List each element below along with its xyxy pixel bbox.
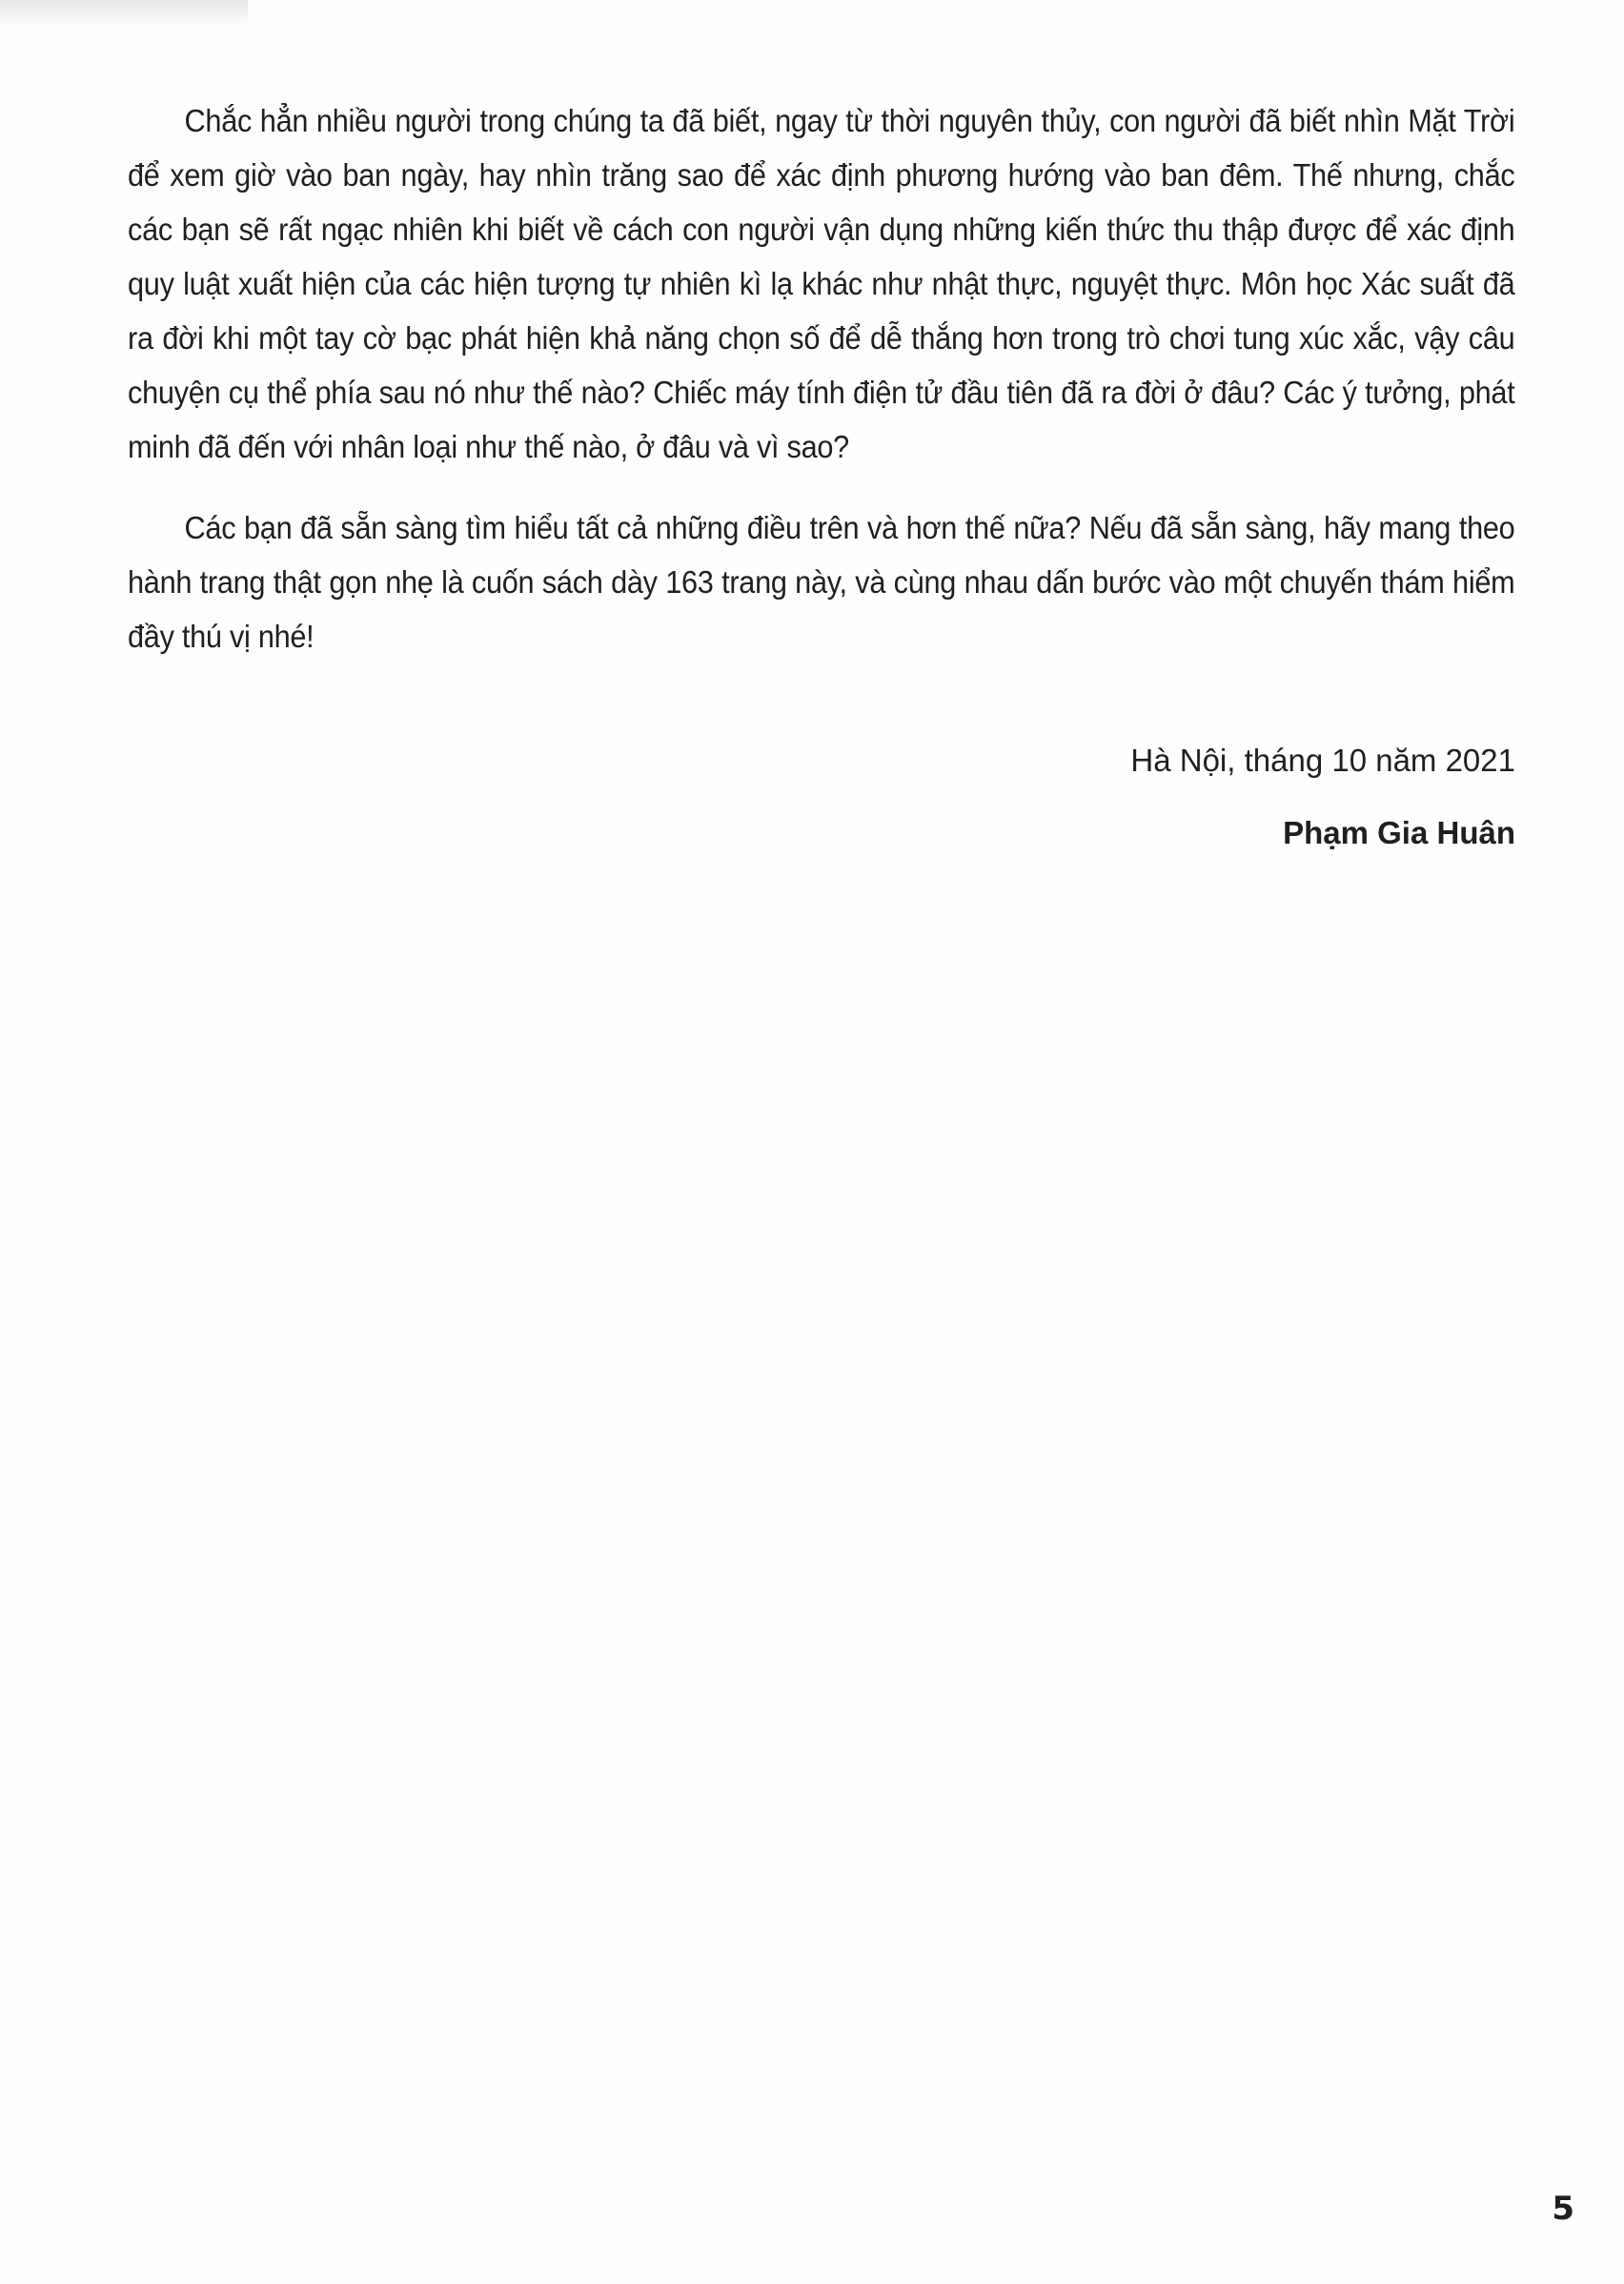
page-number: 5 (1552, 2190, 1574, 2228)
body-text (128, 93, 1515, 690)
scan-shadow (0, 0, 248, 27)
author-name: Phạm Gia Huân (1283, 815, 1515, 850)
paragraph-invitation: Các bạn đã sẵn sàng tìm hiểu tất cả những điều trên và hơn thế nữa? Nếu đã sẵn sàng, hãy mang theo hành trang thật gọn nhẹ là cuốn sách dày 163 trang này, và cùng nhau dấn bước vào một chuyến thám hiểm đầy thú vị nhé! (128, 510, 1515, 654)
paragraph-intro: Chắc hẳn nhiều người trong chúng ta đã biết, ngay từ thời nguyên thủy, con người đã biết nhìn Mặt Trời để xem giờ vào ban ngày, hay nhìn trăng sao để xác định phương hướng vào ban đêm. Thế nhưng, chắc các bạn sẽ rất ngạc nhiên khi biết về cách con người vận dụng những kiến thức thu thập được để xác định quy luật xuất hiện của các hiện tượng tự nhiên kì lạ khác như nhật thực, nguyệt thực. Môn học Xác suất đã ra đời khi một tay cờ bạc phát hiện khả năng chọn số để dễ thắng hơn trong trò chơi tung xúc xắc, vậy câu chuyện cụ thể phía sau nó như thế nào? Chiếc máy tính điện tử đầu tiên đã ra đời ở đâu? Các ý tưởng, phát minh đã đến với nhân loại như thế nào, ở đâu và vì sao? (128, 103, 1515, 464)
place-date: Hà Nội, tháng 10 năm 2021 (1130, 743, 1515, 778)
